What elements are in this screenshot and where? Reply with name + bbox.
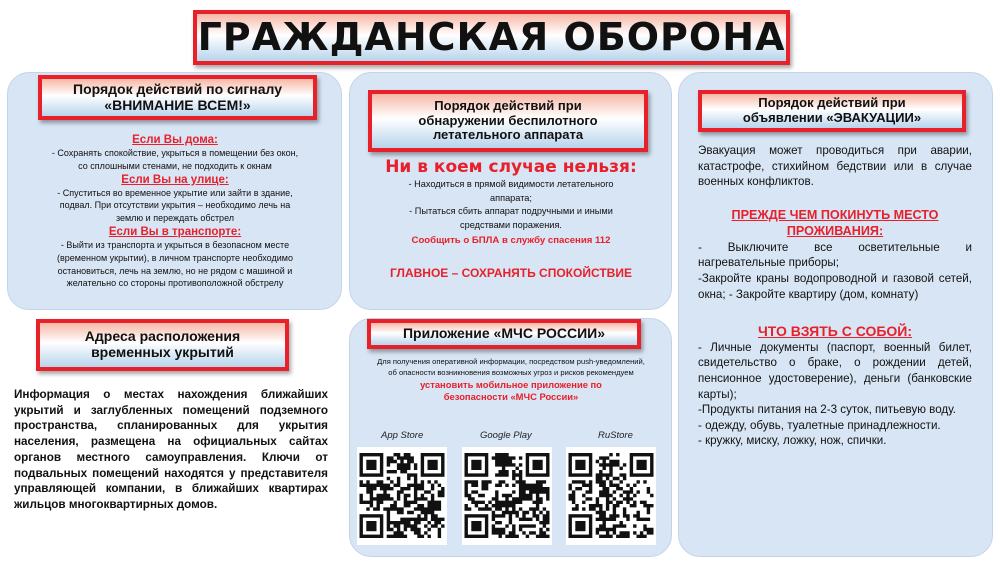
- home-subtitle: Если Вы дома:: [132, 134, 218, 146]
- before-leaving-item: - Выключите все осветительные и нагревательные приборы;: [698, 240, 972, 270]
- alert-heading: [38, 75, 317, 120]
- transport-line: остановиться, лечь на землю, но не рядом с машиной и: [57, 265, 293, 276]
- app-description: Для получения оперативной информации, посредством push-уведомлений, об опасности возникновения возможных угроз и рисков рекомендуем: [377, 357, 645, 377]
- uav-rule: - Находиться в прямой видимости летательного: [408, 179, 614, 189]
- evacuation-body: [698, 143, 972, 449]
- before-leaving-item: -Закройте краны водопроводной и газовой сетей, окна; - Закройте квартиру (дом, комнату): [698, 271, 972, 301]
- home-line: - Сохранять спокойствие, укрыться в помещении без окон,: [51, 148, 299, 158]
- google-play-label: Google Play: [480, 430, 532, 441]
- app-install-line: безопасности «МЧС России»: [443, 390, 579, 402]
- qr-code-icon: [566, 447, 656, 545]
- evacuation-heading-line-1: Порядок действий при: [758, 95, 906, 111]
- transport-subtitle: Если Вы в транспорте:: [108, 225, 242, 238]
- evacuation-heading-line-2: объявлении «ЭВАКУАЦИИ»: [742, 110, 922, 125]
- app-store-label: App Store: [381, 430, 424, 441]
- qr-code-icon: [462, 447, 552, 545]
- evacuation-intro: Эвакуация может проводиться при аварии, катастрофе, стихийном бедствии или в случае военных конфликтов.: [698, 144, 972, 189]
- app-install-line: установить мобильное приложение по: [420, 379, 602, 390]
- qr-code-icon: [357, 447, 447, 545]
- what-to-take-item: -Продукты питания на 2-3 суток, питьевую воду.: [698, 403, 957, 417]
- app-body: [362, 356, 660, 402]
- uav-calm-text: ГЛАВНОЕ – СОХРАНЯТЬ СПОКОЙСТВИЕ: [390, 265, 632, 280]
- street-subtitle: Если Вы на улице:: [121, 173, 229, 186]
- evacuation-heading: [698, 90, 966, 132]
- alert-heading-line-2: «ВНИМАНИЕ ВСЕМ!»: [104, 96, 251, 113]
- uav-warning: Ни в коем случае нельзя:: [385, 157, 637, 177]
- uav-body: [362, 156, 660, 280]
- street-line: землю и переждать обстрел: [115, 213, 235, 224]
- uav-heading-line: Порядок действий при: [434, 98, 582, 114]
- before-leaving-title: ПРЕЖДЕ ЧЕМ ПОКИНУТЬ МЕСТО: [731, 207, 939, 222]
- rustore-qr-code[interactable]: [566, 447, 656, 545]
- rustore-label: RuStore: [598, 430, 633, 441]
- transport-line: (временном укрытии), в личном транспорте необходимо: [57, 252, 293, 263]
- uav-rule: средствами поражения.: [460, 219, 562, 230]
- alert-body: [16, 133, 334, 290]
- app-install-text: [362, 379, 660, 402]
- before-leaving-title: ПРОЖИВАНИЯ:: [786, 224, 884, 239]
- street-line: - Спуститься во временное укрытие или зайти в здание,: [57, 187, 293, 198]
- page-title: ГРАЖДАНСКАЯ ОБОРОНА: [193, 10, 790, 65]
- shelter-heading-line-2: временных укрытий: [91, 344, 234, 360]
- what-to-take-item: - Личные документы (паспорт, военный билет, свидетельство о браке, о рождении детей, пенсионное удостоверение), деньги (банковские карты);: [698, 340, 972, 401]
- shelter-heading-line-1: Адреса расположения: [84, 328, 241, 345]
- what-to-take-title: ЧТО ВЗЯТЬ С СОБОЙ:: [757, 323, 913, 340]
- uav-heading: [368, 90, 648, 152]
- app-heading: Приложение «МЧС РОССИИ»: [367, 319, 641, 349]
- transport-line: желательно со стороны противоположной обстрелу: [66, 278, 284, 289]
- uav-rule: аппарата;: [490, 192, 532, 203]
- alert-heading-line-1: Порядок действий по сигналу: [73, 80, 282, 97]
- what-to-take-item: - одежду, обувь, туалетные принадлежности.: [698, 418, 941, 432]
- uav-report-text: Сообщить о БПЛА в службу спасения 112: [411, 235, 611, 246]
- home-line: со сплошными стенами, не подходить к окнам: [78, 160, 272, 171]
- what-to-take-item: - кружку, миску, ложку, нож, спички.: [698, 434, 887, 448]
- transport-line: - Выйти из транспорта и укрыться в безопасном месте: [60, 239, 290, 250]
- google-play-qr-code[interactable]: [462, 447, 552, 545]
- uav-rule: - Пытаться сбить аппарат подручными и иными: [409, 206, 613, 216]
- shelter-heading: [36, 319, 289, 371]
- uav-heading-line: летательного аппарата: [432, 127, 584, 143]
- street-line: подвал. При отсутствии укрытия – необходимо лечь на: [59, 200, 291, 211]
- app-store-qr-code[interactable]: [357, 447, 447, 545]
- shelter-text: Информация о местах нахождения ближайших укрытий и заглубленных помещений подземного пространства, спланированных для укрытия населения, размещена на официальных сайтах органов местного самоуправления. Ключи от подвальных помещений находятся у представителя управляющей компании, в ближайших квартирах жильцов многоквартирных домов.: [14, 388, 328, 511]
- uav-heading-line: обнаружении беспилотного: [418, 112, 598, 128]
